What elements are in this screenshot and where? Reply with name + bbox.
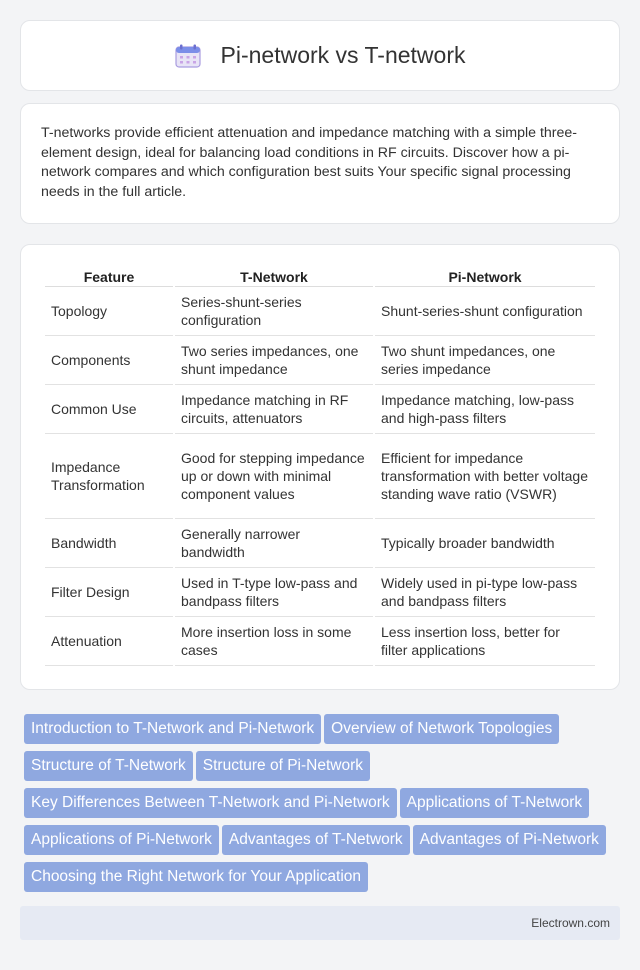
cell-pi-network: Less insertion loss, better for filter applications [375, 617, 595, 666]
cell-feature: Bandwidth [45, 519, 173, 568]
table-header-row [45, 257, 595, 287]
cell-pi-network: Widely used in pi-type low-pass and bandpass filters [375, 568, 595, 617]
cell-t-network: Impedance matching in RF circuits, attenuators [175, 385, 373, 434]
header-feature: Feature [45, 257, 173, 287]
header-t-network: T-Network [175, 257, 373, 287]
cell-t-network: Series-shunt-series configuration [175, 287, 373, 336]
cell-pi-network: Two shunt impedances, one series impedance [375, 336, 595, 385]
table-row [45, 385, 595, 434]
cell-feature: Common Use [45, 385, 173, 434]
cell-feature: Components [45, 336, 173, 385]
cell-t-network: More insertion loss in some cases [175, 617, 373, 666]
intro-text: T-networks provide efficient attenuation and impedance matching with a simple three-element design, ideal for balancing load conditions in RF circuits. Discover how a pi-network compares and which configuration best suits Your specific signal processing needs in the full article. [41, 125, 577, 200]
table-row [45, 519, 595, 568]
topic-tag[interactable]: Introduction to T-Network and Pi-Network [24, 714, 321, 744]
comparison-table [43, 257, 597, 666]
footer [20, 906, 620, 940]
calendar-icon [175, 44, 201, 68]
cell-feature: Topology [45, 287, 173, 336]
table-row [45, 336, 595, 385]
topic-tag[interactable]: Applications of T-Network [400, 788, 589, 818]
title-card [20, 20, 620, 91]
topic-tag[interactable]: Structure of Pi-Network [196, 751, 370, 781]
cell-pi-network: Impedance matching, low-pass and high-pass filters [375, 385, 595, 434]
cell-feature: Impedance Transformation [45, 434, 173, 519]
topic-tags [24, 714, 624, 899]
table-row [45, 287, 595, 336]
header-pi-network: Pi-Network [375, 257, 595, 287]
cell-t-network: Used in T-type low-pass and bandpass filters [175, 568, 373, 617]
topic-tag[interactable]: Key Differences Between T-Network and Pi-Network [24, 788, 397, 818]
table-row [45, 617, 595, 666]
comparison-table-card [20, 244, 620, 690]
footer-site: Electrown.com [531, 916, 610, 930]
page-title: Pi-network vs T-network [220, 42, 466, 68]
topic-tag[interactable]: Applications of Pi-Network [24, 825, 219, 855]
cell-t-network: Two series impedances, one shunt impedance [175, 336, 373, 385]
table-row [45, 568, 595, 617]
cell-t-network: Good for stepping impedance up or down with minimal component values [175, 434, 373, 519]
cell-t-network: Generally narrower bandwidth [175, 519, 373, 568]
cell-feature: Attenuation [45, 617, 173, 666]
topic-tag[interactable]: Advantages of Pi-Network [413, 825, 606, 855]
topic-tag[interactable]: Choosing the Right Network for Your Application [24, 862, 368, 892]
topic-tag[interactable]: Structure of T-Network [24, 751, 193, 781]
cell-pi-network: Efficient for impedance transformation with better voltage standing wave ratio (VSWR) [375, 434, 595, 519]
topic-tag[interactable]: Overview of Network Topologies [324, 714, 559, 744]
intro-card [20, 103, 620, 224]
cell-pi-network: Shunt-series-shunt configuration [375, 287, 595, 336]
cell-pi-network: Typically broader bandwidth [375, 519, 595, 568]
cell-feature: Filter Design [45, 568, 173, 617]
table-row [45, 434, 595, 519]
topic-tag[interactable]: Advantages of T-Network [222, 825, 410, 855]
